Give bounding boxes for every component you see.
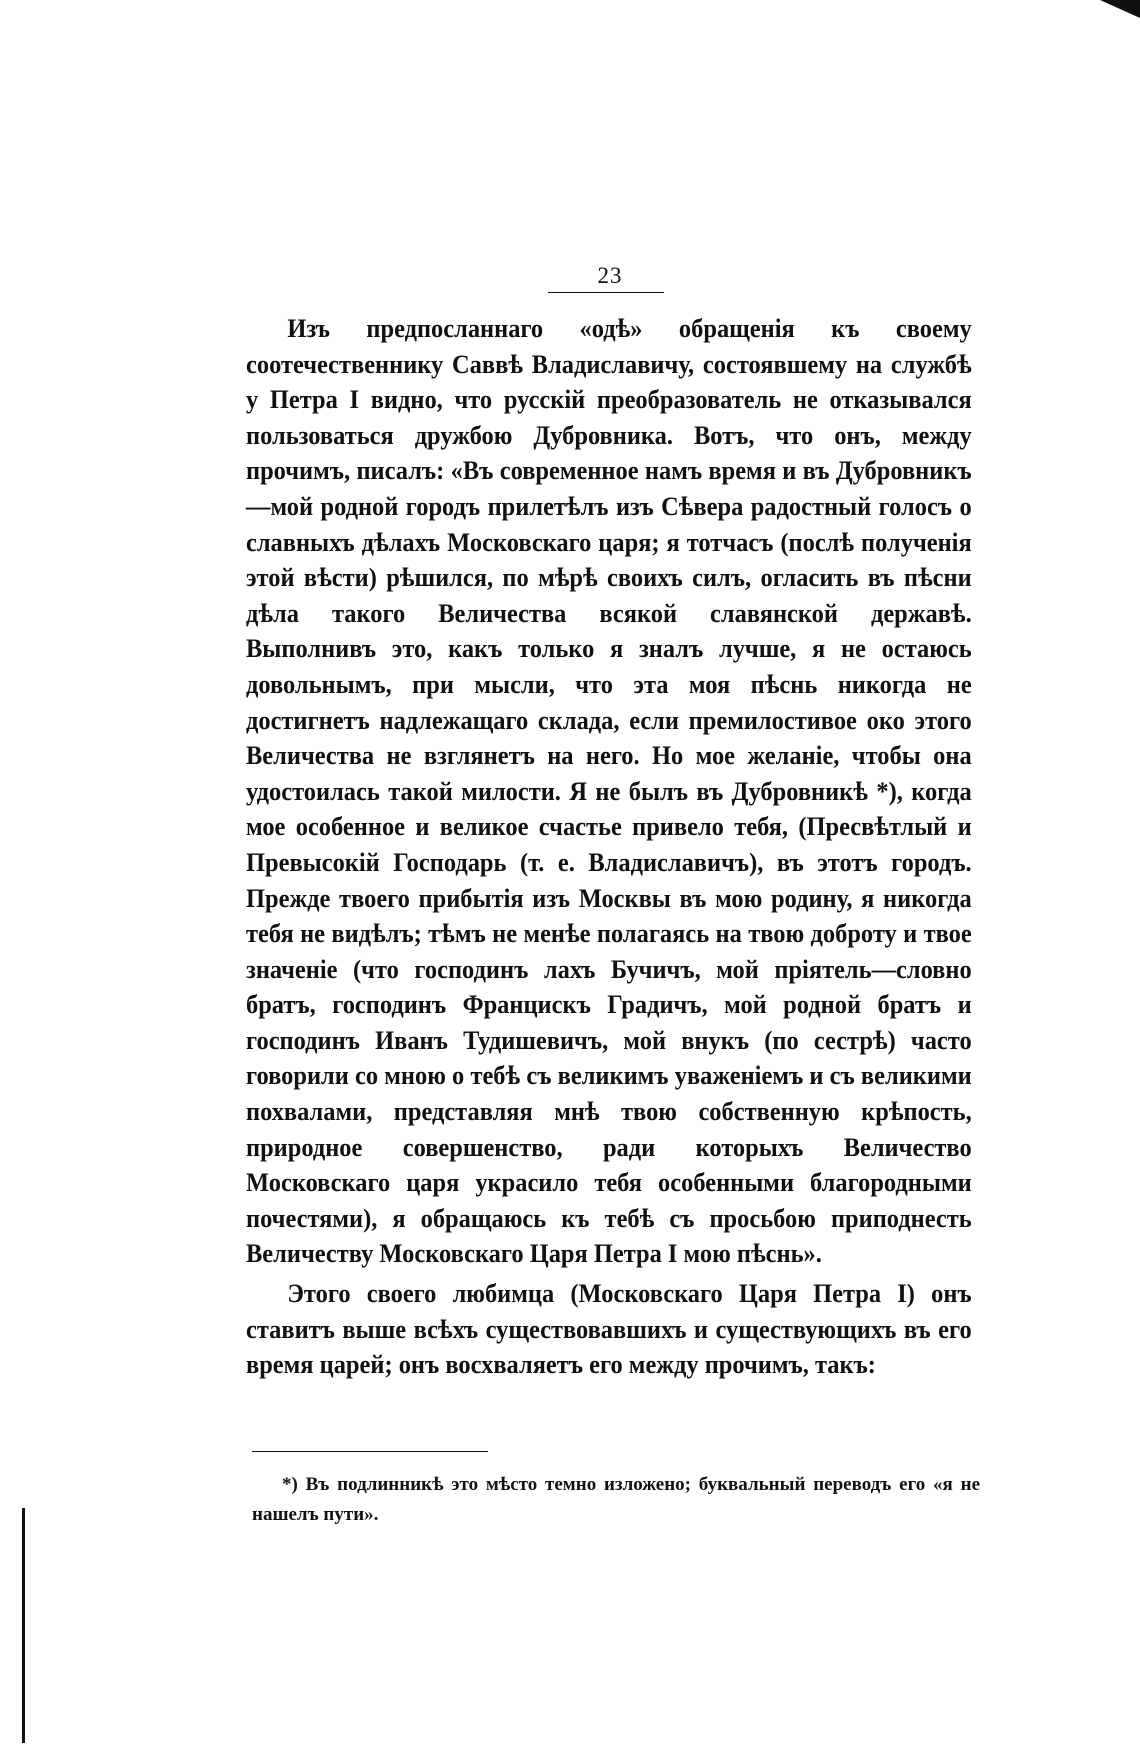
main-text [246, 311, 972, 1383]
scan-margin-line [22, 1508, 25, 1743]
scan-corner-mark [1100, 0, 1140, 18]
footnote: *) Въ подлинникѣ это мѣсто темно изложено; буквальный переводъ его «я не нашелъ пути». [252, 1474, 980, 1525]
paragraph-1: Изъ предпосланнаго «одѣ» обращенія къ своему соотечественнику Саввѣ Владиславичу, состоявшему на службѣ у Петра I видно, что русскій преобразователь не отказывался пользоваться дружбою Дубровника. Вотъ, что онъ, между прочимъ, писалъ: «Въ современное намъ время и въ Дубровникъ—мой родной городъ прилетѣлъ изъ Сѣвера радостный голосъ о славныхъ дѣлахъ Московскаго царя; я тотчасъ (послѣ полученія этой вѣсти) рѣшился, по мѣрѣ своихъ силъ, огласить въ пѣсни дѣла такого Величества всякой славянской державѣ. Выполнивъ это, какъ только я зналъ лучше, я не остаюсь довольнымъ, при мысли, что эта моя пѣснь никогда не достигнетъ надлежащаго склада, если премилостивое око этого Величества не взглянетъ на него. Но мое желаніе, чтобы она удостоилась такой милости. Я не былъ въ Дубровникѣ *), когда мое особенное и великое счастье привело тебя, (Пресвѣтлый и Превысокій Господарь (т. е. Владиславичъ), въ этотъ городъ. Прежде твоего прибытія изъ Москвы въ мою родину, я никогда тебя не видѣлъ; тѣмъ не менѣе полагаясь на твою доброту и твое значеніе (что господинъ лахъ Бучичъ, мой пріятель—словно братъ, господинъ Францискъ Градичъ, мой родной братъ и господинъ Иванъ Тудишевичъ, мой внукъ (по сестрѣ) часто говорили со мною о тебѣ съ великимъ уваженіемъ и съ великими похвалами, представляя мнѣ твою собственную крѣпость, природное совершенство, ради которыхъ Величество Московскаго царя украсило тебя особенными благородными почестями), я обращаюсь къ тебѣ съ просьбою приподнесть Величеству Московскаго Царя Петра I мою пѣснь». [246, 314, 972, 1269]
page-number: 23 [597, 263, 623, 288]
page-number-rule [548, 292, 664, 293]
paragraph-2: Этого своего любимца (Московскаго Царя Петра I) онъ ставитъ выше всѣхъ существовавшихъ и существующихъ въ его время царей; онъ восхваляетъ его между прочимъ, такъ: [246, 1279, 972, 1380]
footnote-divider [252, 1451, 488, 1452]
